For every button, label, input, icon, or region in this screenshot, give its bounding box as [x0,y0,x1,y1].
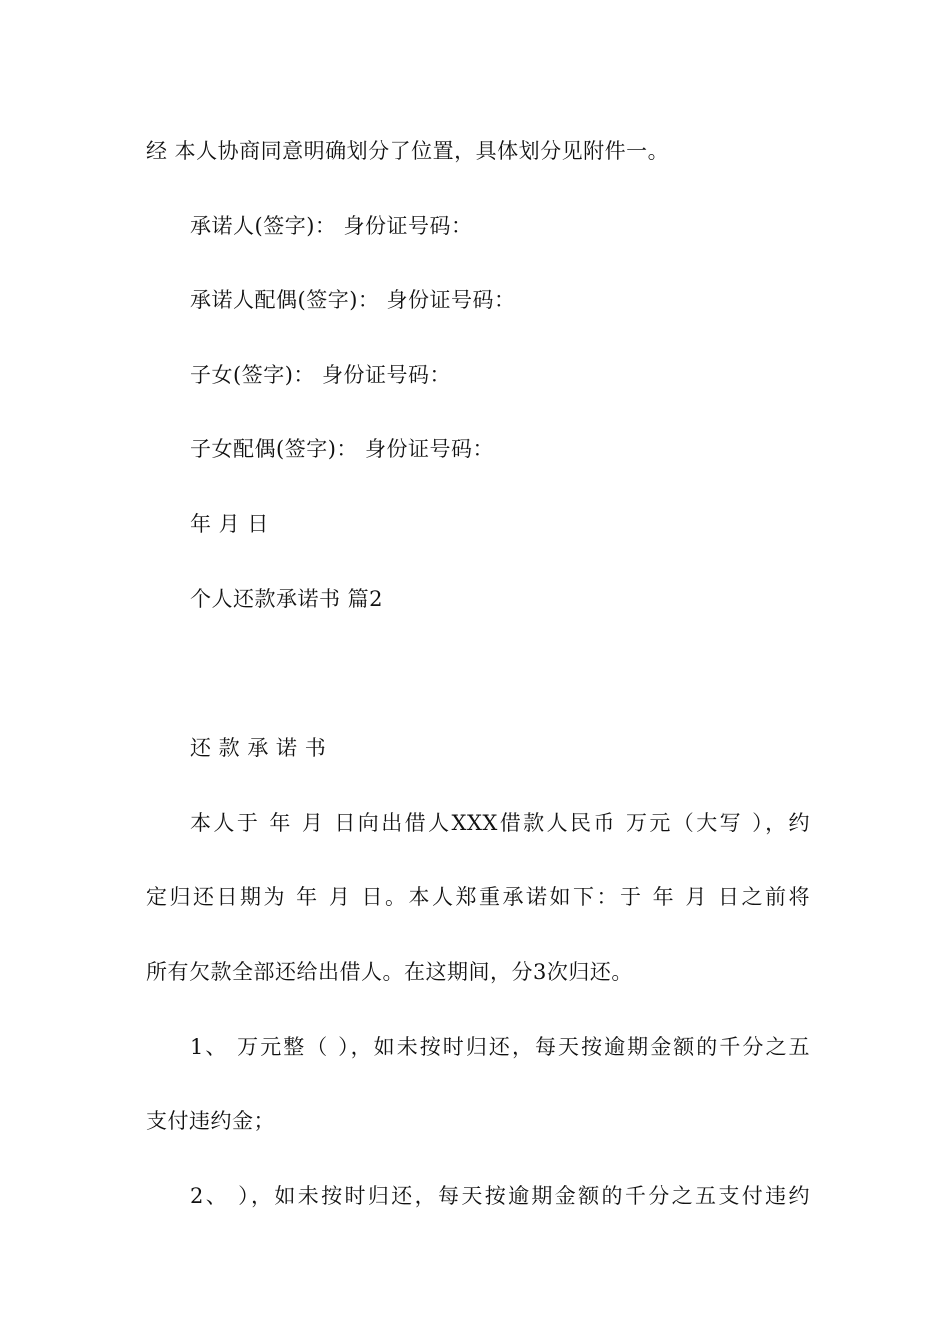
list-item: 2、 ），如未按时归还，每天按逾期金额的千分之五支付违约 [190,1184,810,1208]
signature-line-promisor: 承诺人(签字)： 身份证号码： [190,214,473,238]
list-item: 1、 万元整（ ），如未按时归还，每天按逾期金额的千分之五 [190,1035,810,1059]
signature-line-children-spouse: 子女配偶(签字)： 身份证号码： [190,437,495,461]
list-item-continuation: 支付违约金； [146,1109,275,1133]
document-title: 还 款 承 诺 书 [190,736,327,760]
signature-line-children: 子女(签字)： 身份证号码： [190,363,452,387]
date-line: 年 月 日 [190,512,269,536]
paragraph-line: 经 本人协商同意明确划分了位置，具体划分见附件一。 [146,139,670,163]
paragraph-line: 定归还日期为 年 月 日。本人郑重承诺如下：于 年 月 日之前将 [146,885,810,909]
signature-line-promisor-spouse: 承诺人配偶(签字)： 身份证号码： [190,288,516,312]
paragraph-line: 本人于 年 月 日向出借人XXX借款人民币 万元（大写 ），约 [190,811,810,835]
section-heading: 个人还款承诺书 篇2 [190,587,384,611]
paragraph-line: 所有欠款全部还给出借人。在这期间，分3次归还。 [146,960,633,984]
